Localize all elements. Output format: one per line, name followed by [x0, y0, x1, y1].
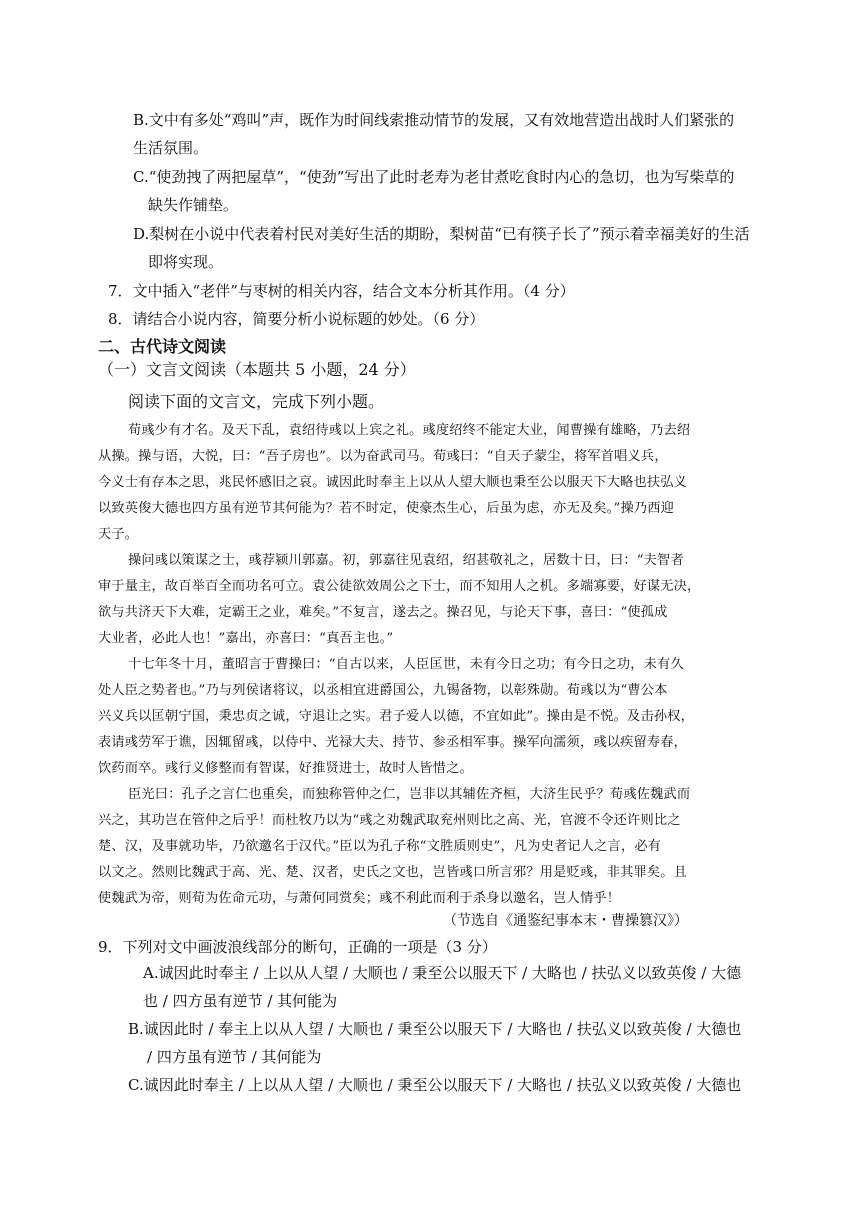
q6-option-d-line2: 即将实现。 [148, 253, 224, 271]
reading-instruction: 阅读下面的文言文，完成下列小题。 [128, 392, 385, 411]
passage-line: 操问彧以策谋之士，彧荐颍川郭嘉。初，郭嘉往见袁绍，绍甚敬礼之，居数十日，曰：“夫智者 [128, 553, 684, 568]
passage-line: 天子。 [98, 527, 139, 542]
subsection-1-title: （一）文言文阅读（本题共 5 小题，24 分） [98, 360, 416, 379]
q6-option-b-line1: B.文中有多处“鸡叫”声，既作为时间线索推动情节的发展，又有效地营造出战时人们紧张的 [133, 111, 735, 129]
q9-option-a-line2: 也 / 四方虽有逆节 / 其何能为 [143, 992, 338, 1010]
passage-line: 兴义兵以匡朝宁国，秉忠贞之诚，守退让之实。君子爱人以德，不宜如此”。操由是不悦。及击孙权， [98, 709, 694, 724]
q6-option-d-line1: D.梨树在小说中代表着村民对美好生活的期盼，梨树苗“已有筷子长了”预示着幸福美好的生活 [133, 225, 750, 243]
passage-line: 以文之。然则比魏武于高、光、楚、汉者，史氏之文也，岂皆彧口所言邪？用是贬彧，非其罪矣。且 [98, 865, 688, 880]
passage-line: 从操。操与语，大悦，曰：“吾子房也”。以为奋武司马。荀彧曰：“自天子蒙尘，将军首唱义兵， [98, 449, 668, 464]
passage-line: 臣光曰：孔子之言仁也重矣，而独称管仲之仁，岂非以其辅佐齐桓，大济生民乎？荀彧佐魏武而 [128, 787, 691, 802]
passage-source: （节选自《通鉴纪事本末・曹操篡汉》） [443, 913, 688, 929]
passage-line: 以致英俊大德也四方虽有逆节其何能为？若不时定，使豪杰生心，后虽为虑，亦无及矣。”操乃西迎 [98, 501, 675, 516]
q6-option-c-line1: C.“使劲拽了两把屋草”，“使劲”写出了此时老寿为老甘煮吃食时内心的急切，也为写柴草的 [133, 168, 735, 186]
passage-line: 大业者，必此人也！”嘉出，亦喜曰：“真吾主也。” [98, 631, 394, 646]
q9-option-c-line1: C.诚因此时奉主 / 上以从人望 / 大顺也 / 秉至公以服天下 / 大略也 / 扶弘义以致英俊 / 大德也 [128, 1076, 742, 1094]
question-8: 8．请结合小说内容，简要分析小说标题的妙处。（6 分） [108, 310, 485, 328]
passage-line: 处人臣之势者也。”乃与列侯诸将议，以丞相宜进爵国公，九锡备物，以彰殊勋。荀彧以为“曹公本 [98, 683, 668, 698]
section-2-title: 二、古代诗文阅读 [98, 337, 227, 356]
q6-option-c-line2: 缺失作铺垫。 [148, 196, 239, 214]
passage-line: 饮药而卒。彧行义修整而有智谋，好推贤进士，故时人皆惜之。 [98, 761, 473, 776]
passage-line: 今义士有存本之思，兆民怀感旧之哀。诚因此时奉主上以从人望大顺也秉至公以服天下大略也扶弘义 [98, 475, 688, 490]
passage-line: 十七年冬十月，董昭言于曹操曰：“自古以来，人臣匡世，未有今日之功；有今日之功，未有久 [128, 657, 684, 672]
passage-line: 使魏武为帝，则荀为佐命元功，与萧何同赏矣；彧不利此而利于杀身以邀名，岂人情乎！ [98, 891, 621, 906]
passage-line: 兴之，其功岂在管仲之后乎！而杜牧乃以为“彧之劝魏武取兖州则比之高、光，官渡不令还许则比之 [98, 813, 681, 828]
passage-line: 表请彧劳军于谯，因辄留彧，以侍中、光禄大夫、持节、参丞相军事。操军向濡须，彧以疾留寿春， [98, 735, 688, 750]
question-9-stem: 9．下列对文中画波浪线部分的断句，正确的一项是（3 分） [98, 938, 497, 956]
q9-option-b-line2: / 四方虽有逆节 / 其何能为 [147, 1048, 322, 1066]
passage-line: 楚、汉，及事就功毕，乃欲邀名于汉代。”臣以为孔子称“文胜质则史”，凡为史者记人之言，必有 [98, 839, 662, 854]
passage-line: 欲与共济天下大难，定霸王之业，难矣。”不复言，遂去之。操召见，与论天下事，喜曰：“使孤成 [98, 605, 668, 620]
passage-line: 审于量主，故百举百全而功名可立。袁公徒欲效周公之下士，而不知用人之机。多端寡要，好谋无决， [98, 579, 701, 594]
q6-option-b-line2: 生活氛围。 [133, 139, 209, 157]
passage-line: 荀彧少有才名。及天下乱，袁绍待彧以上宾之礼。彧度绍终不能定大业，闻曹操有雄略，乃去绍 [128, 423, 691, 438]
q9-option-a-line1: A.诚因此时奉主 / 上以从人望 / 大顺也 / 秉至公以服天下 / 大略也 / 扶弘义以致英俊 / 大德 [143, 964, 742, 982]
question-7: 7．文中插入“老伴”与枣树的相关内容，结合文本分析其作用。（4 分） [108, 282, 575, 300]
q9-option-b-line1: B.诚因此时 / 奉主上以从人望 / 大顺也 / 秉至公以服天下 / 大略也 / 扶弘义以致英俊 / 大德也 [128, 1020, 742, 1038]
